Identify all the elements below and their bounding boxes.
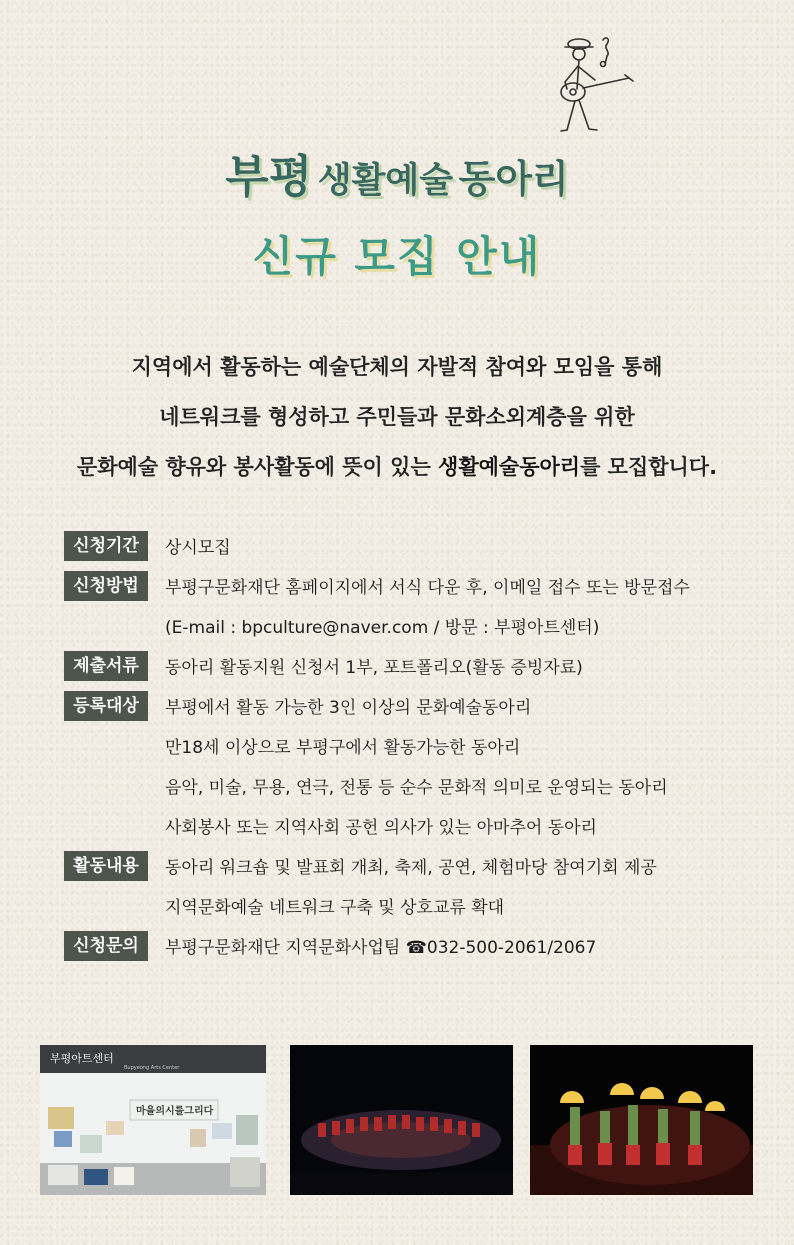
intro-line3: [0, 442, 794, 492]
info-row-target: [64, 688, 764, 728]
photo1-sign: 부평아트센터: [50, 1052, 114, 1065]
info-row-docs: [64, 648, 764, 688]
info-row-target-2: [64, 728, 764, 768]
info-section: [64, 528, 764, 968]
target-value-2: 만18세 이상으로 부평구에서 활동가능한 동아리: [165, 738, 521, 758]
method-label: 신청방법: [64, 571, 148, 601]
target-value-3: 음악, 미술, 무용, 연극, 전통 등 순수 문화적 의미로 운영되는 동아리: [165, 778, 668, 798]
photo-exhibition: [40, 1045, 266, 1195]
info-row-period: [64, 528, 764, 568]
page-title: [0, 140, 794, 205]
method-value-2: (E-mail : bpculture@naver.com / 방문 : 부평아트센터): [165, 618, 600, 638]
info-row-method: [64, 568, 764, 608]
info-row-contact: [64, 928, 764, 968]
method-value: 부평구문화재단 홈페이지에서 서식 다운 후, 이메일 접수 또는 방문접수: [165, 578, 690, 598]
page-subtitle: 신규 모집 안내: [252, 232, 542, 281]
target-value-1: 부평에서 활동 가능한 3인 이상의 문화예술동아리: [165, 698, 532, 718]
contact-value: 부평구문화재단 지역문화사업팀 ☎032-500-2061/2067: [165, 938, 597, 958]
photo-fan-dance: [530, 1045, 753, 1195]
period-label: 신청기간: [64, 531, 148, 561]
photo1-board: 마을의시를그리다: [136, 1106, 214, 1117]
info-row-activity-2: [64, 888, 764, 928]
photo1-sign-en: Bupyeong Arts Center: [124, 1065, 180, 1071]
period-value: 상시모집: [165, 538, 231, 558]
intro-line3-pre: 문화예술 향유와 봉사활동에 뜻이 있는: [76, 455, 439, 479]
info-row-target-4: [64, 808, 764, 848]
guitarist-icon: [545, 34, 637, 134]
intro-line1: 지역에서 활동하는 예술단체의 자발적 참여와 모임을 통해: [131, 355, 663, 379]
title-part1: 부평: [225, 150, 313, 203]
info-row-activity: [64, 848, 764, 888]
docs-value: 동아리 활동지원 신청서 1부, 포트폴리오(활동 증빙자료): [165, 658, 583, 678]
activity-label: 활동내용: [64, 851, 148, 881]
info-row-method-2: [64, 608, 764, 648]
activity-value-1: 동아리 워크숍 및 발표회 개최, 축제, 공연, 체험마당 참여기회 제공: [165, 858, 657, 878]
activity-value-2: 지역문화예술 네트워크 구축 및 상호교류 확대: [165, 898, 505, 918]
photo-ensemble: [290, 1045, 513, 1195]
intro-line3-post: 를 모집합니다.: [580, 455, 718, 479]
title-part3: 동아리: [458, 157, 569, 201]
photo-gallery: [0, 1045, 794, 1195]
docs-label: 제출서류: [64, 651, 148, 681]
intro-highlight: 생활예술동아리: [438, 455, 581, 479]
title-part2: 생활예술: [317, 161, 454, 201]
contact-label: 신청문의: [64, 931, 148, 961]
intro-line2: 네트워크를 형성하고 주민들과 문화소외계층을 위한: [159, 405, 635, 429]
target-label: 등록대상: [64, 691, 148, 721]
target-value-4: 사회봉사 또는 지역사회 공헌 의사가 있는 아마추어 동아리: [165, 818, 597, 838]
intro-text: [0, 342, 794, 492]
info-row-target-3: [64, 768, 764, 808]
